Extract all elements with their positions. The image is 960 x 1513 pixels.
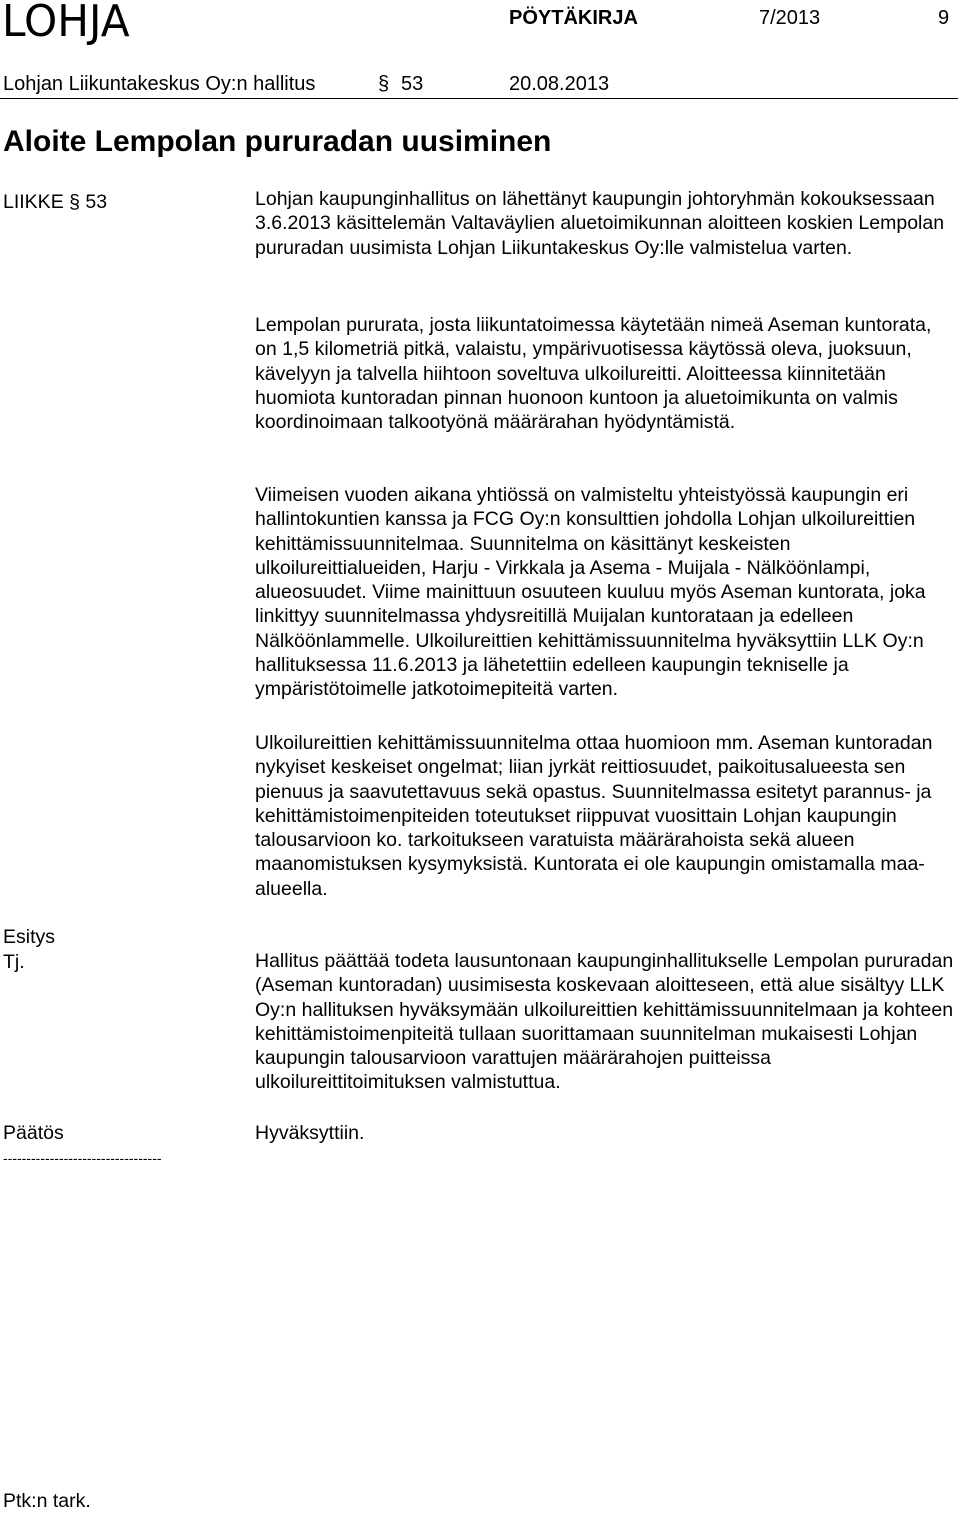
paragraph-development-plan: Viimeisen vuoden aikana yhtiössä on valmisteltu yhteistyössä kaupungin eri hallintokuntien kanssa ja FCG Oy:n konsulttien johdolla Lohjan ulkoilureittien kehittämissuunnitelmaa. Suunnitelma on käsittänyt keskeisten ulkoilureittialueiden, Harju - Virkkala ja Asema - Muijala - Nälköönlampi, alueosuudet. Viime mainittuun osuuteen kuuluu myös Aseman kuntorata, joka linkittyy suunnitelmassa yhdysreitillä Muijalan kuntorataan ja edelleen Nälköönlammelle. Ulkoilureittien kehittämissuunnitelma hyväksyttiin LLK Oy:n hallituksessa 11.6.2013 ja lähetettiin edelleen kaupungin tekniselle ja ympäristötoimelle jatkotoimepiteitä varten. <box>255 484 926 701</box>
proposal-text: Hallitus päättää todeta lausuntonaan kaupunginhallitukselle Lempolan pururadan (Aseman kuntoradan) uusimisesta koskevaan aloitteseen, että alue sisältyy LLK Oy:n hallituksen hyväksymään ulkoilureittien kehittämissuunnitelmaan ja kohteen kehittämistoimenpiteitä tullaan suorittamaan suunnitelman mukaisesti Lohjan kaupungin talousarvioon varattujen määrärahojen puitteissa ulkoilureittitoimituksen valmistuttua. <box>255 950 954 1094</box>
paragraph-plan-details: Ulkoilureittien kehittämissuunnitelma ottaa huomioon mm. Aseman kuntoradan nykyiset keskeiset ongelmat; liian jyrkät reittiosuudet, paikoitusalueesta sen pienuus ja saavutettavuus sekä opastus. Suunnitelmassa esitetyt parannus- ja kehittämistoimenpiteiden toteutukset riippuvat vuosittain Lohjan kaupungin talousarvioon ko. tarkoitukseen varatuista määrärahoista sekä alueen maanomistuksen kysymyksistä. Kuntorata ei ole kaupungin omistamalla maa-alueella. <box>255 732 933 900</box>
minutes-verification-label: Ptk:n tark. <box>3 1490 91 1512</box>
page-title: Aloite Lempolan pururadan uusiminen <box>3 125 552 158</box>
header-divider <box>0 98 958 99</box>
paragraph-background: Lohjan kaupunginhallitus on lähettänyt kaupungin johtoryhmän kokouksessaan 3.6.2013 käsittelemän Valtaväylien aluetoimikunnan aloitteen koskien Lempolan pururadan uusimista Lohjan Liikuntakeskus Oy:lle valmistelua varten. <box>255 188 945 259</box>
case-label: LIIKKE § 53 <box>3 191 108 213</box>
decision-separator: ---------------------------------- <box>3 1150 162 1166</box>
decision-label: Päätös <box>3 1122 64 1144</box>
page-number: 9 <box>938 7 950 29</box>
proposal-label: Esitys <box>3 926 56 948</box>
document-number: 7/2013 <box>759 7 821 29</box>
section-number: 53 <box>401 73 424 95</box>
decision-text: Hyväksyttiin. <box>255 1122 365 1144</box>
organization-name: Lohjan Liikuntakeskus Oy:n hallitus <box>3 73 316 95</box>
document-type: PÖYTÄKIRJA <box>509 7 638 29</box>
meeting-date: 20.08.2013 <box>509 73 610 95</box>
proposal-presenter: Tj. <box>3 951 25 973</box>
paragraph-description: Lempolan pururata, josta liikuntatoimessa käytetään nimeä Aseman kuntorata, on 1,5 kilometriä pitkä, valaistu, ympärivuotisessa käytössä oleva, juoksuun, kävelyyn ja talvella hiihtoon soveltuva ulkoilureitti. Aloitteessa kiinnitetään huomiota kuntoradan pinnan huonoon kuntoon ja aluetoimikunta on valmis koordinoimaan talkootyönä määrärahan hyödyntämistä. <box>255 314 932 434</box>
section-symbol: § <box>378 73 390 95</box>
lohja-logo: LOHJA <box>2 0 130 47</box>
